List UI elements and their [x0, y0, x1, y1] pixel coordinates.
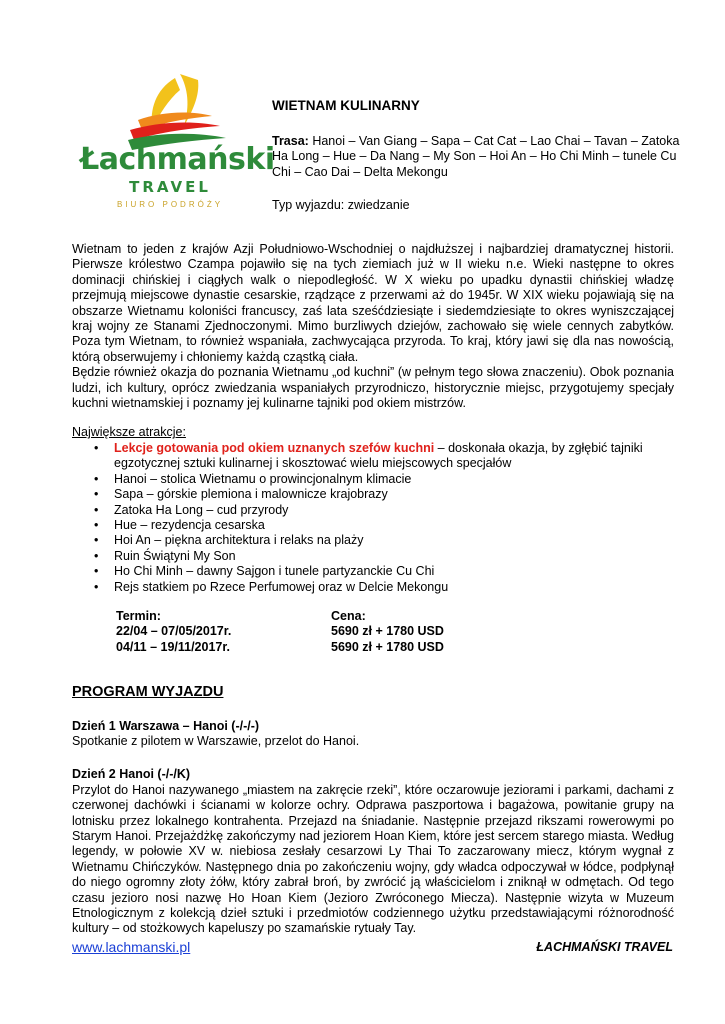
day-text: Spotkanie z pilotem w Warszawie, przelot do Hanoi. [72, 733, 360, 748]
intro-paragraph: Wietnam to jeden z krajów Azji Południowo-Wschodniej o najdłuższej i najbardziej dramatycznej historii. Pierwsze królestwo Czampa pojawiło się na tych ziemiach już w II wieku n.e. Wieki następne to okres dominacji chińskiej i ciągłych walk o niepodległość. W X wieku po upadku dynastii chińskiej władzę przejmują miejscowe dynastie cesarskie, rządzące z przerwami aż do 1945r. W XIX wieku pojawiają się na obszarze Wietnamu koloniści francuscy, zaś lata sześćdziesiąte i siedemdziesiąte to okres wyniszczającej kraj wojny ze Stanami Zjednoczonymi. Mimo burzliwych dziejów, zachowało się wiele cennych zabytków. Poza tym Wietnam, to również wspaniała, zachwycająca przyroda. To kraj, który jawi się dla nas nowością, którą obserwujemy i chłoniemy każdą cząstką ciała. [72, 242, 674, 364]
list-item: • Hanoi – stolica Wietnamu o prowincjonalnym klimacie [114, 472, 674, 487]
list-item: • Ruin Świątyni My Son [114, 549, 674, 564]
intro-section [72, 242, 674, 411]
day-title: Dzień 2 Hanoi (-/-/K) [72, 767, 191, 782]
term-price: 5690 zł + 1780 USD [331, 624, 444, 639]
list-item: • Rejs statkiem po Rzece Perfumowej oraz w Delcie Mekongu [114, 580, 674, 595]
attractions-list [72, 441, 674, 595]
price-label: Cena: [331, 608, 366, 623]
offer-header [272, 98, 682, 214]
list-item: • Zatoka Ha Long – cud przyrody [114, 503, 674, 518]
term-label: Termin: [116, 608, 161, 623]
list-item: • Hue – rezydencja cesarska [114, 518, 674, 533]
logo-subtitle: TRAVEL [129, 178, 211, 196]
logo-tagline: BIURO PODRÓŻY [116, 200, 224, 209]
website-link[interactable]: www.lachmanski.pl [72, 939, 191, 955]
footer-brand: ŁACHMAŃSKI TRAVEL [536, 940, 673, 954]
terms-table [72, 609, 674, 655]
attractions-heading: Największe atrakcje: [72, 425, 186, 440]
list-item: • Ho Chi Minh – dawny Sajgon i tunele partyzanckie Cu Chi [114, 564, 674, 579]
list-item [114, 441, 674, 472]
day-title: Dzień 1 Warszawa – Hanoi (-/-/-) [72, 718, 260, 733]
term-price: 5690 zł + 1780 USD [331, 639, 444, 654]
list-item: • Sapa – górskie plemiona i malownicze krajobrazy [114, 487, 674, 502]
term-date: 04/11 – 19/11/2017r. [116, 639, 231, 654]
intro-paragraph: Będzie również okazja do poznania Wietnamu „od kuchni” (w pełnym tego słowa znaczeniu). Obok poznania ludzi, ich kultury, oprócz zwiedzania wspaniałych przyrodniczo, historycznie miejsc, przygotujemy specjały kuchni wietnamskiej i poznamy jej kulinarne tajniki pod okiem mistrzów. [72, 365, 674, 411]
day-text: Przylot do Hanoi nazywanego „miastem na zakręcie rzeki”, które oczarowuje jeziorami i parkami, dachami z czerwonej dachówki i ścianami w kolorze ochry. Odprawa paszportowa i bagażowa, powitanie grupy na lotnisku przez lokalnego kontrahenta. Przejazd na śniadanie. Następnie przejazd rikszami rowerowymi po Starym Hanoi. Przejażdżkę zakończymy nad jeziorem Hoan Kiem, które jest sercem starego miasta. Według legendy, w połowie XV w. niebiosa zesłały cesarzowi Ly Thai To zaczarowany miecz, którym wygnał z Wietnamu Chińczyków. Następnego dnia po zakończeniu wojny, gdy władca odpoczywał w łódce, podpłynął do niego ogromny złoty żółw, który zabrał broń, by zwrócić ją właścicielom i zniknął w odmętach. Od tego czasu jezioro nosi nazwę Ho Hoan Kiem (Jezioro Zwróconego Miecza). Następnie wizyta w Muzeum Etnologicznym z kolekcją dzieł sztuki i przedmiotów codziennego użytku przedstawiającymi różnorodność kultury – od stożkowych kapeluszy po szamańskie rytuały Tay. [72, 782, 674, 936]
route-text: Hanoi – Van Giang – Sapa – Cat Cat – Lao Chai – Tavan – Zatoka Ha Long – Hue – Da Nang – My Son – Hoi An – Ho Chi Minh – tunele Cu Chi – Cao Dai – Delta Mekongu [272, 133, 680, 179]
route-label: Trasa: [272, 133, 309, 148]
route-description [272, 134, 682, 181]
highlight-text: Lekcje gotowania pod okiem uznanych szefów kuchni [114, 440, 435, 455]
list-item: • Hoi An – piękna architektura i relaks na plaży [114, 533, 674, 548]
document-body [72, 242, 674, 937]
logo-sail-icon [80, 70, 260, 150]
company-logo [80, 70, 275, 220]
logo-name: Łachmański [80, 142, 275, 177]
trip-type: Typ wyjazdu: zwiedzanie [272, 198, 410, 212]
term-date: 22/04 – 07/05/2017r. [116, 624, 232, 639]
program-title: PROGRAM WYJAZDU [72, 684, 224, 701]
offer-title: WIETNAM KULINARNY [272, 98, 420, 113]
highlight-rest: – doskonała okazja, by zgłębić tajniki egzotycznej sztuki kulinarnej i skosztować wielu miejscowych specjałów [114, 440, 643, 471]
